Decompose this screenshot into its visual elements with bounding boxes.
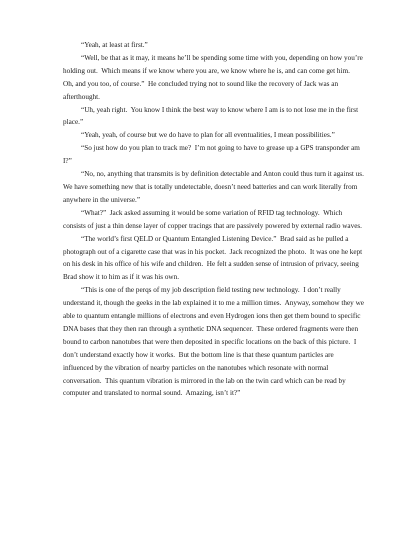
paragraph: “This is one of the perqs of my job description field testing new technology. I don’t really understand it, though the geeks in the lab explained it to me a million times. Anyway, somehow they we able to quantum entangle millions of electrons and even Hydrogen ions then get them bound to specific DNA bases that they then ran through a synthetic DNA sequencer. These ordered fragments were then bound to carbon nanotubes that were then deposited in specific locations on the back of this picture. I don’t understand exactly how it works. But the bottom line is that these quantum particles are influenced by the vibration of nearby particles on the nanotubes which resonate with normal conversation. This quantum vibration is mirrored in the lab on the twin card which can be read by computer and translated to normal sound. Amazing, isn’t it?” <box>63 286 366 398</box>
paragraph: “Yeah, at least at first.” <box>81 41 148 49</box>
paragraph: “Yeah, yeah, of course but we do have to plan for all eventualities, I mean possibilities.” <box>81 131 335 140</box>
paragraph: “Well, be that as it may, it means he’ll be spending some time with you, depending on how you’re holding out. Which means if we know where you are, we know where he is, and can come get him. Oh, and you too, of course.” He concluded trying not to sound like the recovery of Jack was an afterthought. <box>63 53 365 101</box>
paragraph: “No, no, anything that transmits is by definition detectable and Anton could thus turn it against us. We have something new that is totally undetectable, doesn’t need batteries and can work literally from anywhere in the universe.” <box>63 170 368 204</box>
paragraph: “Uh, yeah right. You know I think the best way to know where I am is to not lose me in the first place.” <box>63 105 360 127</box>
paragraph: “What?” Jack asked assuming it would be some variation of RFID tag technology. Which consists of just a thin dense layer of copper tracings that are passively powered by external radio waves. <box>63 208 362 230</box>
paragraph: “So just how do you plan to track me? I’m not going to have to grease up a GPS transponder am I?” <box>63 144 362 166</box>
paragraph: “The world’s first QELD or Quantum Entangled Listening Device.” Brad said as he pulled a photograph out of a cigarette case that was in his pocket. Jack recognized the photo. It was one he kept on his desk in his office of his wife and children. He felt a sudden sense of intrusion of privacy, seeing Brad show it to him as if it was his own. <box>63 234 364 282</box>
